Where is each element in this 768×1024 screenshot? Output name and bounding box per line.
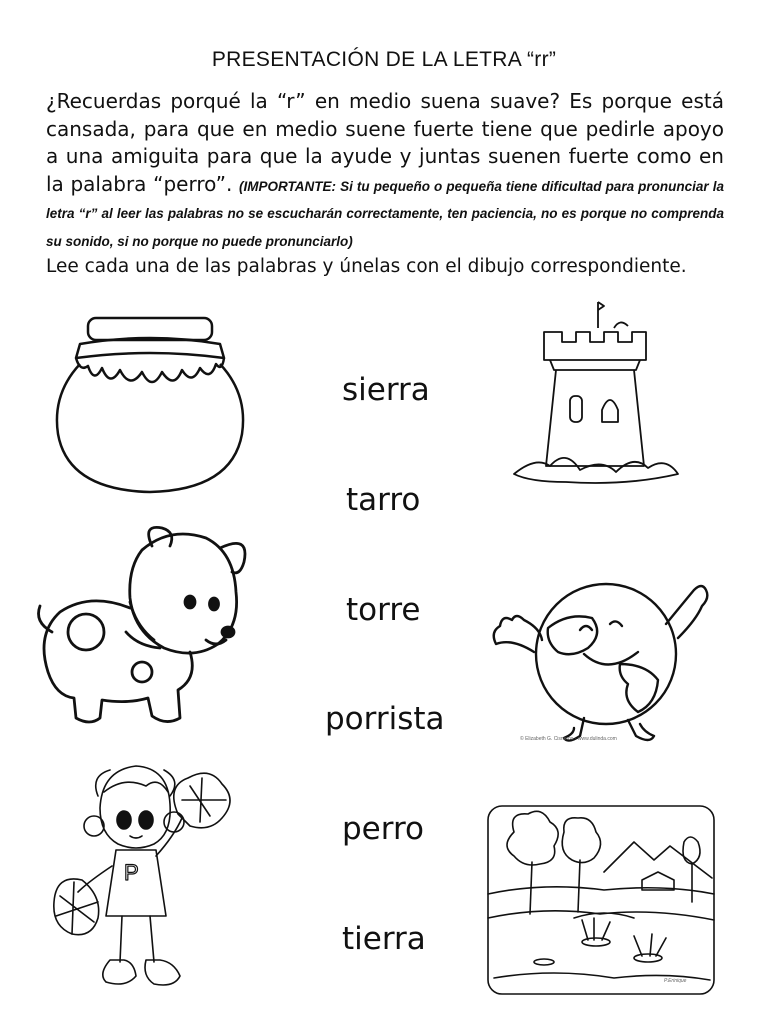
earth-illustration[interactable]: [488, 568, 712, 750]
earth-credit: © Elizabeth G. Cisneros · www.dulinda.com: [520, 736, 617, 742]
cheerleader-illustration[interactable]: [50, 756, 240, 1000]
word-sierra[interactable]: sierra: [342, 372, 430, 408]
word-perro[interactable]: perro: [342, 811, 424, 847]
tower-illustration[interactable]: [506, 298, 684, 494]
mountain-landscape-illustration[interactable]: [484, 802, 718, 998]
svg-text:P: P: [124, 860, 139, 885]
intro-note: (IMPORTANTE: Si tu pequeño o pequeña tiene dificultad para pronunciar la letra “r” al leer las palabras no se escucharán correctamente, ten paciencia, no es porque no comprenda su sonido, si no porque no puede pronunciarlo): [46, 178, 724, 249]
intro-text: ¿Recuerdas porqué la “r” en medio suena suave? Es porque está cansada, para que en medio suene fuerte tiene que pedirle apoyo a una amiguita para que la ayude y juntas suenen fuerte como en la palabra “perro”.: [46, 89, 724, 196]
landscape-credit: P.Erinique: [664, 978, 687, 984]
page-title: PRESENTACIÓN DE LA LETRA “rr”: [211, 48, 557, 71]
word-tierra[interactable]: tierra: [342, 921, 426, 957]
instruction-text: Lee cada una de las palabras y únelas con el dibujo correspondiente.: [46, 256, 687, 277]
dog-illustration[interactable]: [30, 522, 248, 732]
word-tarro[interactable]: tarro: [346, 482, 421, 518]
word-porrista[interactable]: porrista: [325, 701, 445, 737]
word-torre[interactable]: torre: [346, 592, 421, 628]
intro-paragraph: [46, 88, 724, 253]
jar-illustration[interactable]: [50, 314, 250, 499]
